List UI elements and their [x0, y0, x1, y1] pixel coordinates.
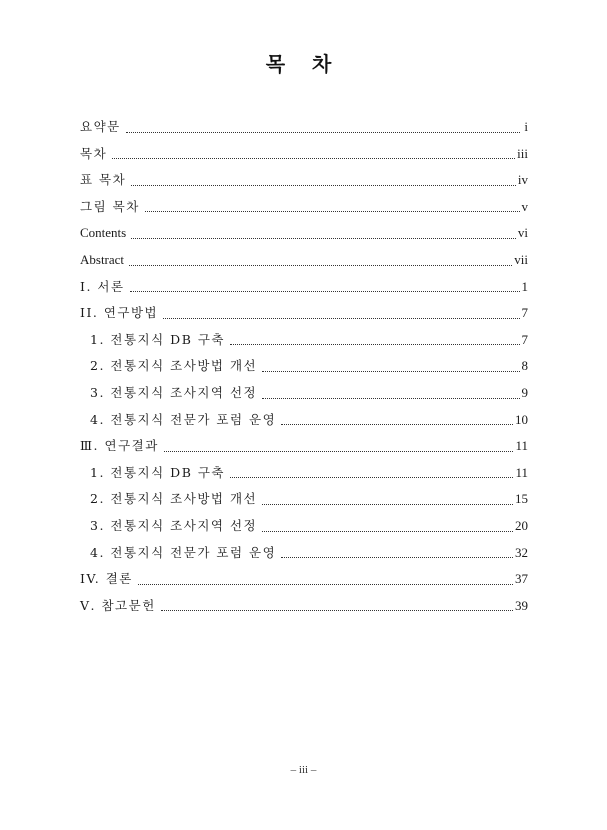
toc-entry-figure-list[interactable] — [80, 197, 528, 224]
dot-leader — [230, 343, 519, 345]
dot-leader — [145, 210, 520, 212]
toc-entry-section-3-4[interactable] — [80, 543, 528, 570]
toc-entry-section-3-1[interactable] — [80, 463, 528, 490]
toc-entry-label: Abstract — [80, 251, 125, 267]
toc-entry-page: vi — [517, 225, 528, 241]
toc-entry-contents[interactable] — [80, 144, 528, 171]
toc-entry-page: 8 — [521, 358, 528, 374]
toc-entry-label: 그림 목차 — [80, 198, 140, 214]
toc-entry-label: 2. 전통지식 조사방법 개선 — [90, 491, 258, 507]
toc-entry-section-2-2[interactable] — [80, 356, 528, 383]
dot-leader — [129, 264, 512, 266]
dot-leader — [262, 370, 519, 372]
dot-leader — [262, 397, 519, 399]
toc-entry-page: i — [524, 119, 528, 134]
toc-entry-chapter-2[interactable] — [80, 303, 528, 330]
toc-entry-label: II. 연구방법 — [80, 305, 159, 321]
dot-leader — [262, 530, 513, 532]
toc-entry-page: 7 — [521, 305, 528, 321]
toc-entry-section-3-3[interactable] — [80, 516, 528, 543]
toc-entry-page: 11 — [515, 464, 528, 480]
toc-entry-label: 표 목차 — [80, 172, 127, 188]
toc-entry-table-list[interactable] — [80, 170, 528, 197]
toc-entry-label: Contents — [80, 225, 127, 241]
dot-leader — [164, 450, 514, 452]
toc-entry-page: 1 — [521, 278, 528, 294]
toc-entry-label: Ⅲ. 연구결과 — [80, 438, 159, 454]
dot-leader — [163, 317, 519, 319]
toc-entry-label: IV. 결론 — [80, 571, 133, 587]
toc-entry-label: 1. 전통지식 DB 구축 — [90, 331, 226, 347]
toc-entry-page: 15 — [515, 491, 528, 507]
toc-entry-page: 7 — [521, 331, 528, 347]
dot-leader — [130, 290, 520, 292]
toc-entry-page: 32 — [515, 544, 528, 560]
page-title: 목 차 — [265, 52, 342, 76]
toc-entry-section-2-4[interactable] — [80, 410, 528, 437]
dot-leader — [138, 583, 513, 585]
dot-leader — [230, 476, 513, 478]
toc-entry-page: iii — [517, 145, 528, 161]
toc-entry-english-contents[interactable] — [80, 223, 528, 250]
toc-entry-label: 3. 전통지식 조사지역 선정 — [90, 384, 258, 400]
toc-entry-section-3-2[interactable] — [80, 489, 528, 516]
toc-entry-label: 요약문 — [80, 119, 121, 134]
dot-leader — [262, 503, 513, 505]
dot-leader — [161, 609, 513, 611]
toc-entry-label: Ⅴ. 참고문헌 — [80, 597, 156, 613]
toc-entry-summary[interactable] — [80, 117, 528, 144]
toc-entry-page: 39 — [515, 597, 528, 613]
toc-entry-chapter-3[interactable] — [80, 436, 528, 463]
toc-entry-label: 목차 — [80, 145, 108, 161]
toc-entry-label: 3. 전통지식 조사지역 선정 — [90, 517, 258, 533]
toc-entry-label: 2. 전통지식 조사방법 개선 — [90, 358, 258, 374]
toc-entry-page: 9 — [521, 384, 528, 400]
toc-entry-page: iv — [517, 172, 528, 188]
toc-entry-page: v — [521, 198, 528, 214]
toc-entry-page: 10 — [515, 411, 528, 427]
toc-entry-chapter-5[interactable] — [80, 596, 528, 623]
toc-entry-page: 37 — [515, 571, 528, 587]
toc-entry-section-2-3[interactable] — [80, 383, 528, 410]
toc-entry-label: 1. 전통지식 DB 구축 — [90, 464, 226, 480]
toc-entry-page: 11 — [515, 438, 528, 454]
toc-entry-label: I. 서론 — [80, 278, 125, 294]
toc-entry-page: vii — [514, 251, 528, 267]
dot-leader — [112, 157, 515, 159]
table-of-contents — [80, 117, 528, 622]
toc-entry-chapter-1[interactable] — [80, 277, 528, 304]
toc-entry-chapter-4[interactable] — [80, 569, 528, 596]
toc-entry-abstract[interactable] — [80, 250, 528, 277]
toc-entry-label: 4. 전통지식 전문가 포럼 운영 — [90, 544, 277, 560]
dot-leader — [131, 237, 516, 239]
dot-leader — [131, 184, 516, 186]
dot-leader — [126, 131, 520, 133]
dot-leader — [281, 556, 513, 558]
page-number-footer: – iii – — [290, 764, 317, 776]
toc-entry-label: 4. 전통지식 전문가 포럼 운영 — [90, 411, 277, 427]
toc-entry-section-2-1[interactable] — [80, 330, 528, 357]
dot-leader — [281, 423, 513, 425]
toc-entry-page: 20 — [515, 517, 528, 533]
